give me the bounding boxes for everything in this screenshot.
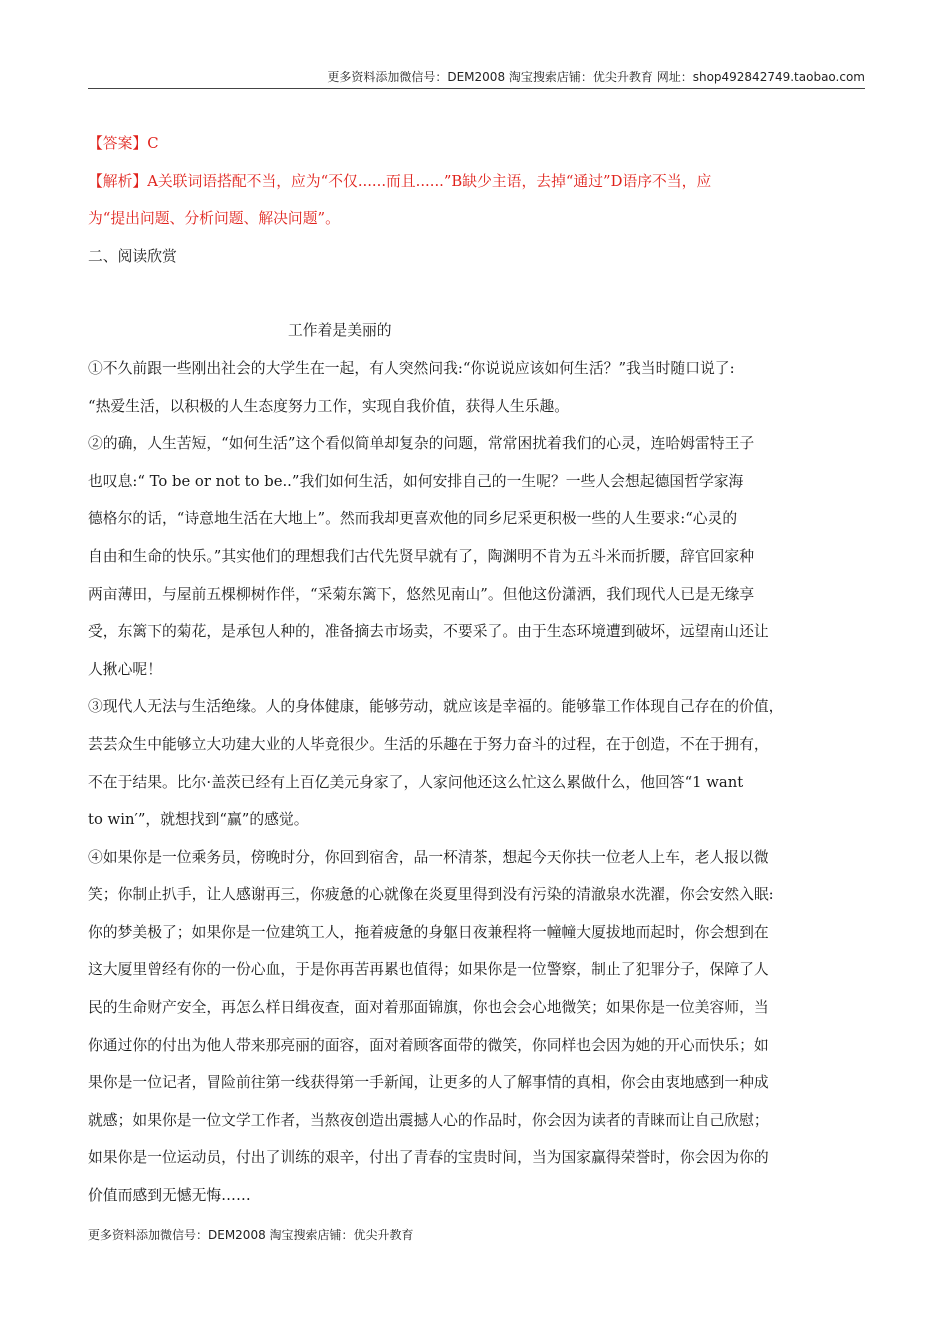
answer-value: C — [147, 135, 159, 152]
article-line: 就感；如果你是一位文学工作者，当熬夜创造出震撼人心的作品时，你会因为读者的青睐而让自己欣慰； — [88, 1111, 769, 1129]
article-line: 价值而感到无憾无悔…… — [88, 1187, 251, 1205]
answer-line — [88, 125, 866, 163]
answer-label: 【答案】 — [88, 135, 148, 152]
article-line: 两亩薄田，与屋前五棵柳树作伴，“采菊东篱下，悠然见南山”。但他这份潇洒，我们现代人已是无缘享 — [88, 585, 755, 603]
analysis-label: 【解析】 — [88, 172, 148, 190]
article-line: 芸芸众生中能够立大功建大业的人毕竟很少。生活的乐趣在于努力奋斗的过程，在于创造，不在于拥有， — [88, 735, 769, 753]
article-line: 你通过你的付出为他人带来那亮丽的面容，面对着顾客面带的微笑，你同样也会因为她的开心而快乐；如 — [88, 1036, 769, 1054]
article-line: 自由和生命的快乐。”其实他们的理想我们古代先贤早就有了，陶渊明不肯为五斗米而折腰，辞官回家种 — [88, 547, 755, 565]
article-line: 受，东篱下的菊花，是承包人种的，准备摘去市场卖，不要采了。由于生态环境遭到破坏，远望南山还让 — [88, 623, 769, 641]
article-line: “热爱生活，以积极的人生态度努力工作，实现自我价值，获得人生乐趣。 — [88, 397, 570, 415]
article-line: ④如果你是一位乘务员，傍晚时分，你回到宿舍，品一杯清茶，想起今天你扶一位老人上车，老人报以微 — [88, 848, 769, 866]
article-line: 果你是一位记者，冒险前往第一线获得第一手新闻，让更多的人了解事情的真相，你会由衷地感到一种成 — [88, 1074, 769, 1092]
article-line: 民的生命财产安全，再怎么样日缉夜查，面对着那面锦旗，你也会会心地微笑；如果你是一位美容师，当 — [88, 999, 769, 1017]
analysis-text-1: A关联词语搭配不当，应为“不仅......而且......”B缺少主语，去掉“通过”D语序不当，应 — [147, 172, 712, 190]
article-line: 也叹息:“ To be or not to be..”我们如何生活，如何安排自己的一生呢？一些人会想起德国哲学家海 — [88, 472, 744, 490]
article-line: 德格尔的话，“诗意地生活在大地上”。然而我却更喜欢他的同乡尼采更积极一些的人生要求:“心灵的 — [88, 510, 738, 528]
article-line: ②的确，人生苦短，“如何生活”这个看似简单却复杂的问题，常常困扰着我们的心灵，连哈姆雷特王子 — [88, 435, 755, 453]
page-header: 更多资料添加微信号：DEM2008 淘宝搜索店铺：优尖升教育 网址：shop492842749.taobao.com — [327, 70, 865, 84]
document-body — [88, 125, 866, 1215]
article-line: ③现代人无法与生活绝缘。人的身体健康，能够劳动，就应该是幸福的。能够靠工作体现自己存在的价值， — [88, 698, 784, 716]
article-line: to win′”，就想找到“赢”的感觉。 — [88, 811, 309, 829]
article-line: 这大厦里曾经有你的一份心血，于是你再苦再累也值得；如果你是一位警察，制止了犯罪分子，保障了人 — [88, 961, 769, 979]
analysis-line-1 — [88, 163, 866, 201]
article-line: 人揪心呢！ — [88, 660, 162, 678]
article-line: 如果你是一位运动员，付出了训练的艰辛，付出了青春的宝贵时间，当为国家赢得荣誉时，你会因为你的 — [88, 1149, 769, 1167]
article-line: 不在于结果。比尔·盖茨已经有上百亿美元身家了，人家问他还这么忙这么累做什么，他回答“1 want — [88, 773, 744, 791]
article-line: ①不久前跟一些刚出社会的大学生在一起，有人突然问我:“你说说应该如何生活？”我当时随口说了: — [88, 359, 735, 377]
page-footer: 更多资料添加微信号：DEM2008 淘宝搜索店铺：优尖升教育 — [88, 1228, 414, 1242]
article-body — [88, 350, 866, 1215]
analysis-line-2: 为“提出问题、分析问题、解决问题”。 — [88, 210, 340, 228]
article-line: 你的梦美极了；如果你是一位建筑工人，拖着疲惫的身躯日夜兼程将一幢幢大厦拔地而起时，你会想到在 — [88, 923, 769, 941]
article-title: 工作着是美丽的 — [288, 322, 392, 340]
section-heading: 二、阅读欣赏 — [88, 247, 177, 265]
header-divider — [88, 88, 865, 89]
article-line: 笑；你制止扒手，让人感谢再三，你疲惫的心就像在炎夏里得到没有污染的清澈泉水洗濯，你会安然入眠: — [88, 886, 774, 904]
